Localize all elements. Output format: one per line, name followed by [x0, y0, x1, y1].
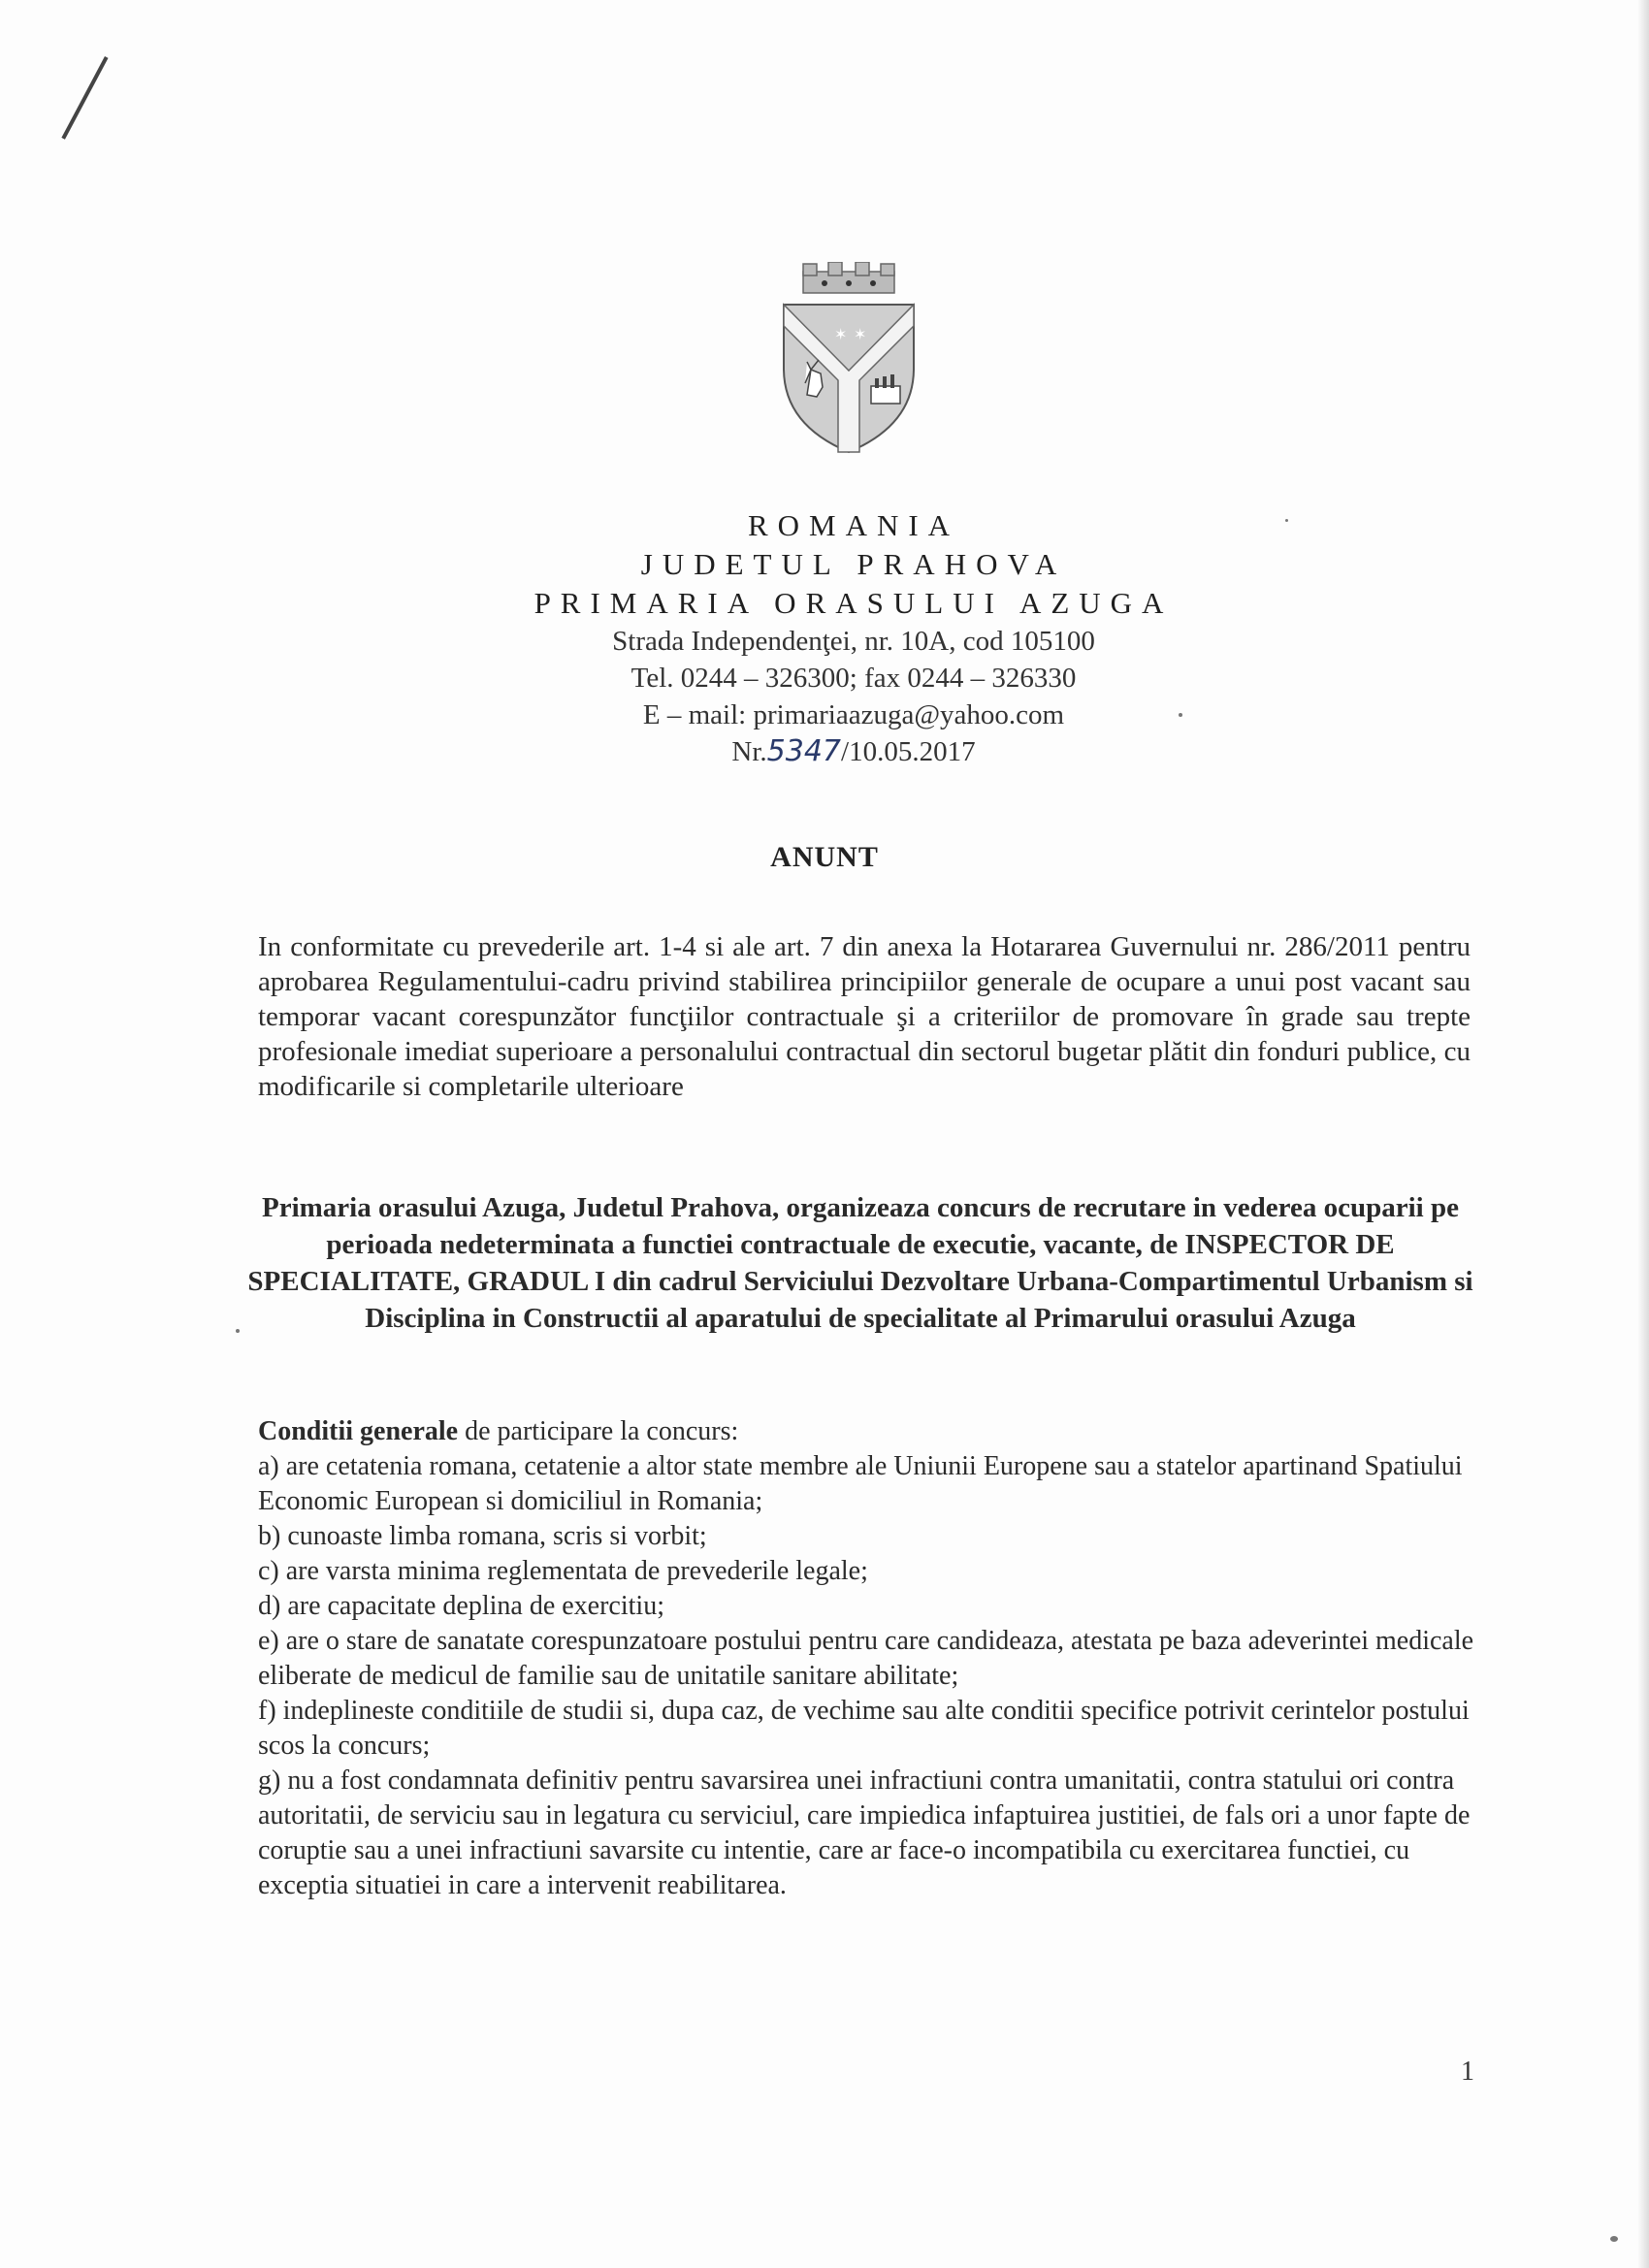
general-conditions: [258, 1414, 1480, 1903]
registration-number-handwritten: 5347: [766, 734, 842, 768]
pen-stroke-mark: [61, 56, 108, 140]
intro-paragraph: In conformitate cu prevederile art. 1-4 si ale art. 7 din anexa la Hotararea Guvernului nr. 286/2011 pentru aprobarea Regulamentului-cadru privind stabilirea principiilor generale de ocupare a unui post vacant sau temporar vacant corespunzător funcţiilor contractuale şi a criteriilor de promovare în grade sau trepte profesionale imediat superioare a personalului contractual din sectorul bugetar plătit din fonduri publice, cu modificarile si completarile ulterioare: [258, 931, 1471, 1102]
document-title: ANUNT: [770, 841, 879, 873]
page-number: 1: [1461, 2057, 1474, 2087]
azuga-coat-of-arms-icon: [766, 262, 931, 456]
letterhead: [407, 506, 1300, 770]
conditions-heading-bold: Conditii generale: [258, 1416, 459, 1446]
country-line: ROMANIA: [747, 508, 960, 542]
svg-text:✶: ✶: [834, 325, 848, 343]
condition-item: f) indeplineste conditiile de studii si, dupa caz, de vechime sau alte conditii specifice potrivit cerintelor postului scos la concurs;: [258, 1696, 1470, 1761]
condition-item: b) cunoaste limba romana, scris si vorbit;: [258, 1521, 707, 1551]
institution-line: PRIMARIA ORASULUI AZUGA: [534, 586, 1174, 620]
condition-item: c) are varsta minima reglementata de prevederile legale;: [258, 1556, 868, 1586]
condition-item: d) are capacitate deplina de exercitiu;: [258, 1591, 664, 1621]
announcement-paragraph: Primaria orasului Azuga, Judetul Prahova, organizeaza concurs de recrutare in vederea ocuparii pe perioada nedeterminata a functiei contractuale de executie, vacante, de INSPECTOR DE SPECIALITATE, GRADUL I din cadrul Serviciului Dezvoltare Urbana-Compartimentul Urbanism si Disciplina in Constructii al aparatului de specialitate al Primarului orasului Azuga: [247, 1192, 1473, 1334]
registration-prefix: Nr.: [731, 736, 767, 767]
condition-item: e) are o stare de sanatate corespunzatoare postului pentru care candideaza, atestata pe baza adeverintei medicale eliberate de medicul de familie sau de unitatile sanitare abilitate;: [258, 1626, 1474, 1691]
svg-text:✶: ✶: [854, 325, 867, 343]
registration-date: /10.05.2017: [841, 736, 976, 767]
registration-number: [407, 733, 1300, 770]
scan-speck: [1610, 2236, 1618, 2242]
scan-speck: [1179, 713, 1182, 717]
scan-speck: [1285, 519, 1288, 522]
county-line: JUDETUL PRAHOVA: [640, 547, 1067, 581]
phone-fax-line: Tel. 0244 – 326300; fax 0244 – 326330: [630, 663, 1077, 694]
email-line: E – mail: primariaazuga@yahoo.com: [642, 699, 1065, 730]
address-line: Strada Independenţei, nr. 10A, cod 105100: [612, 626, 1095, 657]
scan-edge-shadow: [1637, 0, 1649, 2268]
condition-item: a) are cetatenia romana, cetatenie a altor state membre ale Uniunii Europene sau a statelor apartinand Spatiului Economic European si domiciliul in Romania;: [258, 1451, 1463, 1516]
condition-item: g) nu a fost condamnata definitiv pentru savarsirea unei infractiuni contra umanitatii, contra statului ori contra autoritatii, de serviciu sau in legatura cu serviciul, care impiedica infaptuirea justitiei, de fals ori a unor fapte de coruptie sau a unei infractiuni savarsite cu intentie, care ar face-o incompatibila cu exercitarea functiei, cu exceptia situatiei in care a intervenit reabilitarea.: [258, 1766, 1471, 1900]
conditions-heading-rest: de participare la concurs:: [458, 1416, 739, 1446]
scan-speck: [236, 1329, 240, 1333]
conditions-heading: [258, 1414, 1480, 1449]
